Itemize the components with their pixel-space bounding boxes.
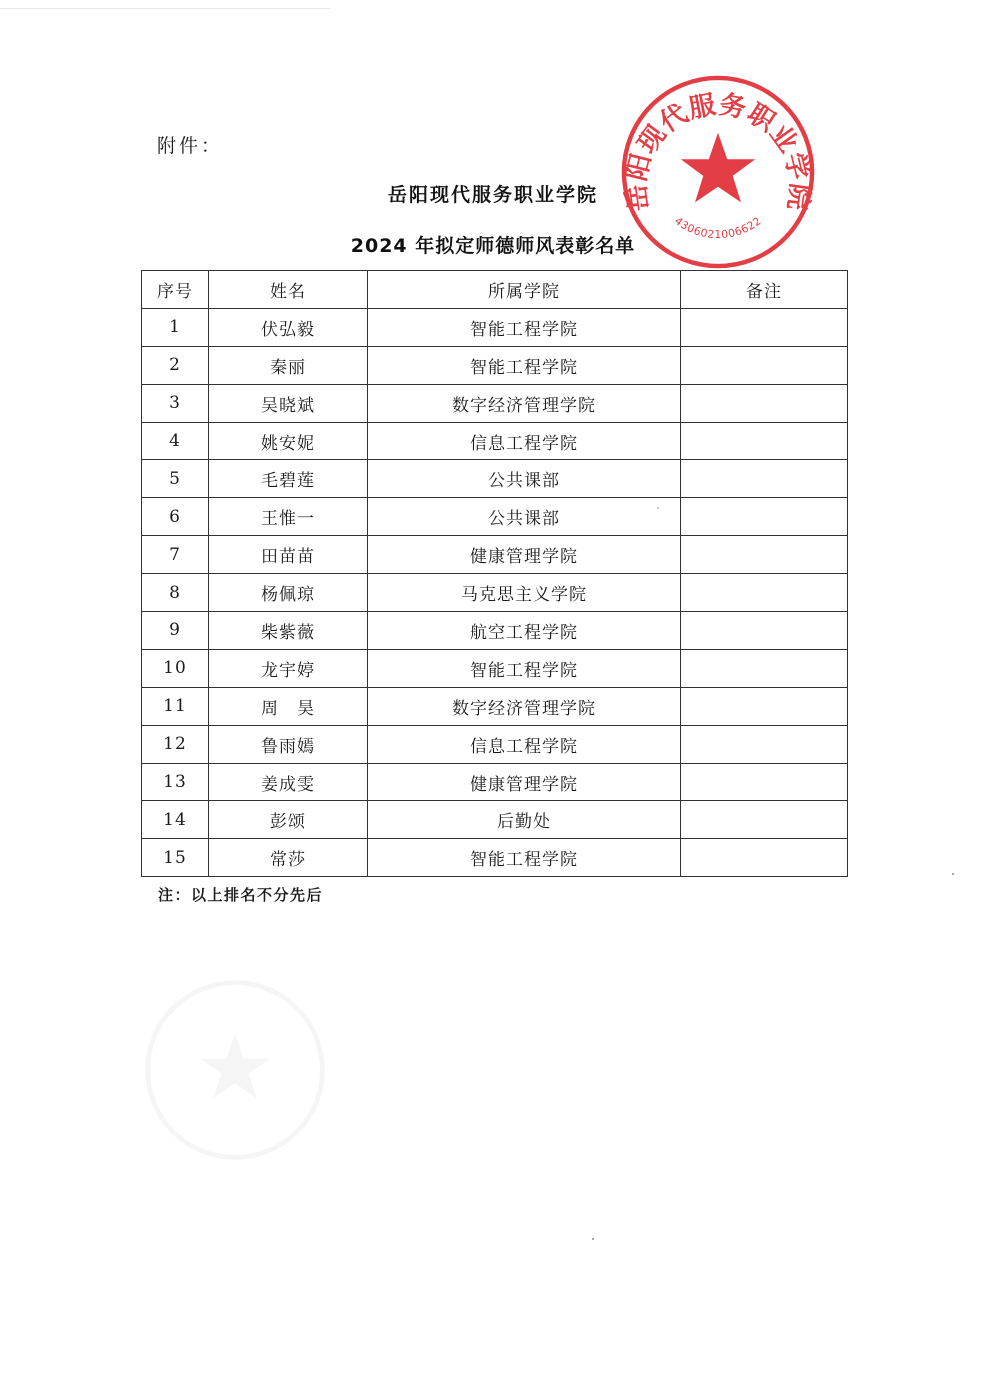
cell-college: 信息工程学院 xyxy=(368,725,681,763)
svg-text:岳阳现代服务职业学院: 岳阳现代服务职业学院 xyxy=(620,89,816,213)
document-title-list: 2024 年拟定师德师风表彰名单 xyxy=(350,235,636,257)
cell-name: 鲁雨嫣 xyxy=(209,725,368,763)
cell-name: 姚安妮 xyxy=(209,422,368,460)
table-body xyxy=(142,308,848,876)
cell-no: 7 xyxy=(142,536,209,574)
header-college: 所属学院 xyxy=(368,271,681,309)
cell-remark xyxy=(681,687,848,725)
table-row xyxy=(142,687,848,725)
cell-college: 公共课部 xyxy=(368,498,681,536)
cell-remark xyxy=(681,384,848,422)
cell-no: 2 xyxy=(142,346,209,384)
table-row xyxy=(142,725,848,763)
scan-speck xyxy=(657,507,659,509)
cell-no: 3 xyxy=(142,384,209,422)
cell-college: 马克思主义学院 xyxy=(368,574,681,612)
cell-name: 田苗苗 xyxy=(209,536,368,574)
table-row xyxy=(142,460,848,498)
cell-name: 周 昊 xyxy=(209,687,368,725)
cell-remark xyxy=(681,839,848,877)
cell-remark xyxy=(681,801,848,839)
cell-remark xyxy=(681,725,848,763)
cell-college: 数字经济管理学院 xyxy=(368,384,681,422)
cell-name: 秦丽 xyxy=(209,346,368,384)
cell-name: 吴晓斌 xyxy=(209,384,368,422)
cell-no: 1 xyxy=(142,308,209,346)
cell-no: 8 xyxy=(142,574,209,612)
cell-name: 姜成雯 xyxy=(209,763,368,801)
cell-college: 智能工程学院 xyxy=(368,649,681,687)
cell-name: 王惟一 xyxy=(209,498,368,536)
cell-college: 数字经济管理学院 xyxy=(368,687,681,725)
table-row xyxy=(142,839,848,877)
cell-no: 4 xyxy=(142,422,209,460)
cell-college: 后勤处 xyxy=(368,801,681,839)
cell-name: 常莎 xyxy=(209,839,368,877)
cell-college: 健康管理学院 xyxy=(368,763,681,801)
table-row xyxy=(142,422,848,460)
cell-no: 11 xyxy=(142,687,209,725)
cell-college: 信息工程学院 xyxy=(368,422,681,460)
cell-remark xyxy=(681,346,848,384)
cell-college: 智能工程学院 xyxy=(368,308,681,346)
header-name: 姓名 xyxy=(209,271,368,309)
cell-no: 15 xyxy=(142,839,209,877)
table-row xyxy=(142,498,848,536)
cell-remark xyxy=(681,308,848,346)
table-row xyxy=(142,574,848,612)
cell-no: 12 xyxy=(142,725,209,763)
cell-remark xyxy=(681,649,848,687)
official-seal-icon xyxy=(620,74,816,270)
table-row xyxy=(142,346,848,384)
cell-college: 健康管理学院 xyxy=(368,536,681,574)
cell-no: 10 xyxy=(142,649,209,687)
table-row xyxy=(142,384,848,422)
cell-remark xyxy=(681,536,848,574)
header-no: 序号 xyxy=(142,271,209,309)
table-row xyxy=(142,801,848,839)
cell-college: 航空工程学院 xyxy=(368,612,681,650)
cell-remark xyxy=(681,612,848,650)
table-row xyxy=(142,649,848,687)
table-row xyxy=(142,308,848,346)
document-title-institution: 岳阳现代服务职业学院 xyxy=(387,184,598,206)
cell-name: 龙宇婷 xyxy=(209,649,368,687)
attachment-label: 附件： xyxy=(157,135,224,157)
cell-college: 公共课部 xyxy=(368,460,681,498)
cell-remark xyxy=(681,574,848,612)
cell-name: 伏弘毅 xyxy=(209,308,368,346)
cell-remark xyxy=(681,422,848,460)
cell-name: 毛碧莲 xyxy=(209,460,368,498)
cell-remark xyxy=(681,763,848,801)
commendation-table xyxy=(141,270,848,877)
cell-name: 柴紫薇 xyxy=(209,612,368,650)
cell-name: 杨佩琼 xyxy=(209,574,368,612)
cell-name: 彭颂 xyxy=(209,801,368,839)
cell-remark xyxy=(681,498,848,536)
cell-no: 9 xyxy=(142,612,209,650)
footnote: 注：以上排名不分先后 xyxy=(158,886,324,904)
header-remark: 备注 xyxy=(681,271,848,309)
faint-seal-bleed-icon xyxy=(140,975,330,1165)
cell-remark xyxy=(681,460,848,498)
cell-college: 智能工程学院 xyxy=(368,346,681,384)
cell-no: 6 xyxy=(142,498,209,536)
scan-speck xyxy=(592,1238,594,1240)
scan-edge-line xyxy=(0,8,330,9)
cell-no: 14 xyxy=(142,801,209,839)
table-row xyxy=(142,536,848,574)
scan-speck xyxy=(952,873,954,875)
svg-text:4306021006622: 4306021006622 xyxy=(672,214,764,242)
table-header-row xyxy=(142,271,848,309)
cell-no: 5 xyxy=(142,460,209,498)
table-row xyxy=(142,612,848,650)
table-row xyxy=(142,763,848,801)
cell-college: 智能工程学院 xyxy=(368,839,681,877)
cell-no: 13 xyxy=(142,763,209,801)
